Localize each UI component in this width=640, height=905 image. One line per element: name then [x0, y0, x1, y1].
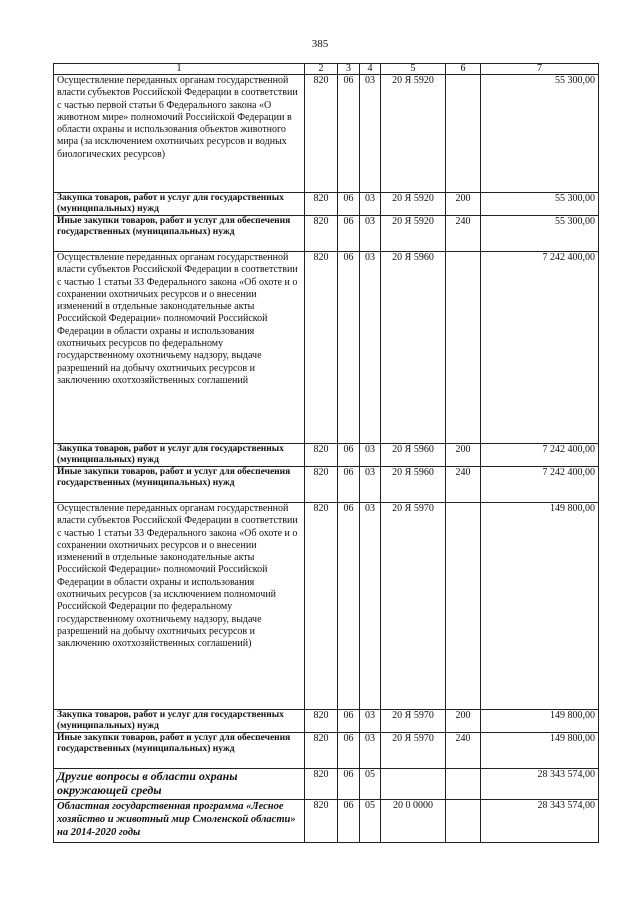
column-header: 2 — [305, 64, 338, 75]
column-header: 1 — [54, 64, 305, 75]
section-cell: 06 — [338, 75, 360, 193]
admin-code-cell: 820 — [305, 252, 338, 444]
section-cell: 06 — [338, 216, 360, 252]
section-cell: 06 — [338, 444, 360, 467]
subsection-cell: 03 — [360, 75, 381, 193]
expense-type-cell: 240 — [446, 467, 481, 503]
row-name-cell: Иные закупки товаров, работ и услуг для обеспечения государственных (муниципальных) нужд — [54, 733, 305, 769]
admin-code-cell: 820 — [305, 800, 338, 843]
expense-type-cell: 200 — [446, 710, 481, 733]
expense-type-cell — [446, 75, 481, 193]
section-cell: 06 — [338, 733, 360, 769]
section-cell: 06 — [338, 193, 360, 216]
target-article-cell: 20 Я 5920 — [381, 216, 446, 252]
amount-cell: 149 800,00 — [481, 710, 599, 733]
expense-type-cell: 200 — [446, 193, 481, 216]
row-name-cell: Закупка товаров, работ и услуг для государственных (муниципальных) нужд — [54, 193, 305, 216]
table-row — [54, 503, 599, 710]
subsection-cell: 05 — [360, 800, 381, 843]
expense-type-cell — [446, 252, 481, 444]
column-number-row — [54, 64, 599, 75]
table-row — [54, 193, 599, 216]
target-article-cell: 20 Я 5960 — [381, 467, 446, 503]
amount-cell: 28 343 574,00 — [481, 800, 599, 843]
target-article-cell: 20 Я 5970 — [381, 733, 446, 769]
section-cell: 06 — [338, 769, 360, 800]
column-header: 3 — [338, 64, 360, 75]
row-name-cell: Областная государственная программа «Лесное хозяйство и животный мир Смоленской области» на 2014-2020 годы — [54, 800, 305, 843]
amount-cell: 55 300,00 — [481, 216, 599, 252]
subsection-cell: 03 — [360, 444, 381, 467]
table-row — [54, 444, 599, 467]
amount-cell: 55 300,00 — [481, 193, 599, 216]
target-article-cell: 20 Я 5960 — [381, 252, 446, 444]
amount-cell: 28 343 574,00 — [481, 769, 599, 800]
section-cell: 06 — [338, 252, 360, 444]
subsection-cell: 03 — [360, 503, 381, 710]
expense-type-cell — [446, 769, 481, 800]
amount-cell: 149 800,00 — [481, 733, 599, 769]
column-header: 7 — [481, 64, 599, 75]
column-header: 6 — [446, 64, 481, 75]
admin-code-cell: 820 — [305, 733, 338, 769]
row-name-cell: Осуществление переданных органам государственной власти субъектов Российской Федерации в соответствии с частью 1 статьи 33 Федерального закона «Об охоте и о сохранении охотничьих ресурсов и о внесении изменений в отдельные законодательные акты Российской Федерации» полномочий Российской Федерации в области охраны и использования охотничьих ресурсов (за исключением полномочий Российской Федерации по федеральному государственному охотничьему надзору, выдаче разрешений на добычу охотничьих ресурсов и заключению охотхозяйственных соглашений) — [54, 503, 305, 710]
amount-cell: 7 242 400,00 — [481, 467, 599, 503]
expense-type-cell — [446, 503, 481, 710]
budget-table — [53, 63, 599, 843]
row-name-cell: Иные закупки товаров, работ и услуг для обеспечения государственных (муниципальных) нужд — [54, 467, 305, 503]
section-cell: 06 — [338, 800, 360, 843]
admin-code-cell: 820 — [305, 769, 338, 800]
row-name-cell: Осуществление переданных органам государственной власти субъектов Российской Федерации в соответствии с частью первой статьи 6 Федерального закона «О животном мире» полномочий Российской Федерации в области охраны и использования объектов животного мира (за исключением охотничьих ресурсов и водных биологических ресурсов) — [54, 75, 305, 193]
target-article-cell — [381, 769, 446, 800]
amount-cell: 149 800,00 — [481, 503, 599, 710]
target-article-cell: 20 Я 5920 — [381, 193, 446, 216]
expense-type-cell — [446, 800, 481, 843]
section-cell: 06 — [338, 503, 360, 710]
admin-code-cell: 820 — [305, 503, 338, 710]
target-article-cell: 20 Я 5920 — [381, 75, 446, 193]
amount-cell: 7 242 400,00 — [481, 444, 599, 467]
table-row — [54, 769, 599, 800]
subsection-cell: 03 — [360, 710, 381, 733]
table-row — [54, 216, 599, 252]
subsection-cell: 03 — [360, 733, 381, 769]
table-row — [54, 75, 599, 193]
table-row — [54, 733, 599, 769]
page-number: 385 — [311, 38, 329, 50]
amount-cell: 7 242 400,00 — [481, 252, 599, 444]
target-article-cell: 20 0 0000 — [381, 800, 446, 843]
subsection-cell: 03 — [360, 252, 381, 444]
column-header: 4 — [360, 64, 381, 75]
column-header: 5 — [381, 64, 446, 75]
expense-type-cell: 240 — [446, 733, 481, 769]
table-row — [54, 800, 599, 843]
row-name-cell: Закупка товаров, работ и услуг для государственных (муниципальных) нужд — [54, 710, 305, 733]
table-row — [54, 252, 599, 444]
amount-cell: 55 300,00 — [481, 75, 599, 193]
subsection-cell: 03 — [360, 467, 381, 503]
admin-code-cell: 820 — [305, 193, 338, 216]
table-row — [54, 467, 599, 503]
row-name-cell: Осуществление переданных органам государственной власти субъектов Российской Федерации в соответствии с частью 1 статьи 33 Федерального закона «Об охоте и о сохранении охотничьих ресурсов и о внесении изменений в отдельные законодательные акты Российской Федерации» полномочий Российской Федерации в области охраны и использования охотничьих ресурсов по федеральному государственному охотничьему надзору, выдаче разрешений на добычу охотничьих ресурсов и заключению охотхозяйственных соглашений — [54, 252, 305, 444]
expense-type-cell: 200 — [446, 444, 481, 467]
admin-code-cell: 820 — [305, 710, 338, 733]
admin-code-cell: 820 — [305, 467, 338, 503]
section-cell: 06 — [338, 710, 360, 733]
target-article-cell: 20 Я 5960 — [381, 444, 446, 467]
target-article-cell: 20 Я 5970 — [381, 710, 446, 733]
row-name-cell: Иные закупки товаров, работ и услуг для обеспечения государственных (муниципальных) нужд — [54, 216, 305, 252]
table-row — [54, 710, 599, 733]
section-cell: 06 — [338, 467, 360, 503]
row-name-cell: Закупка товаров, работ и услуг для государственных (муниципальных) нужд — [54, 444, 305, 467]
subsection-cell: 03 — [360, 193, 381, 216]
subsection-cell: 05 — [360, 769, 381, 800]
admin-code-cell: 820 — [305, 216, 338, 252]
row-name-cell: Другие вопросы в области охраны окружающей среды — [54, 769, 305, 800]
admin-code-cell: 820 — [305, 444, 338, 467]
target-article-cell: 20 Я 5970 — [381, 503, 446, 710]
admin-code-cell: 820 — [305, 75, 338, 193]
expense-type-cell: 240 — [446, 216, 481, 252]
subsection-cell: 03 — [360, 216, 381, 252]
